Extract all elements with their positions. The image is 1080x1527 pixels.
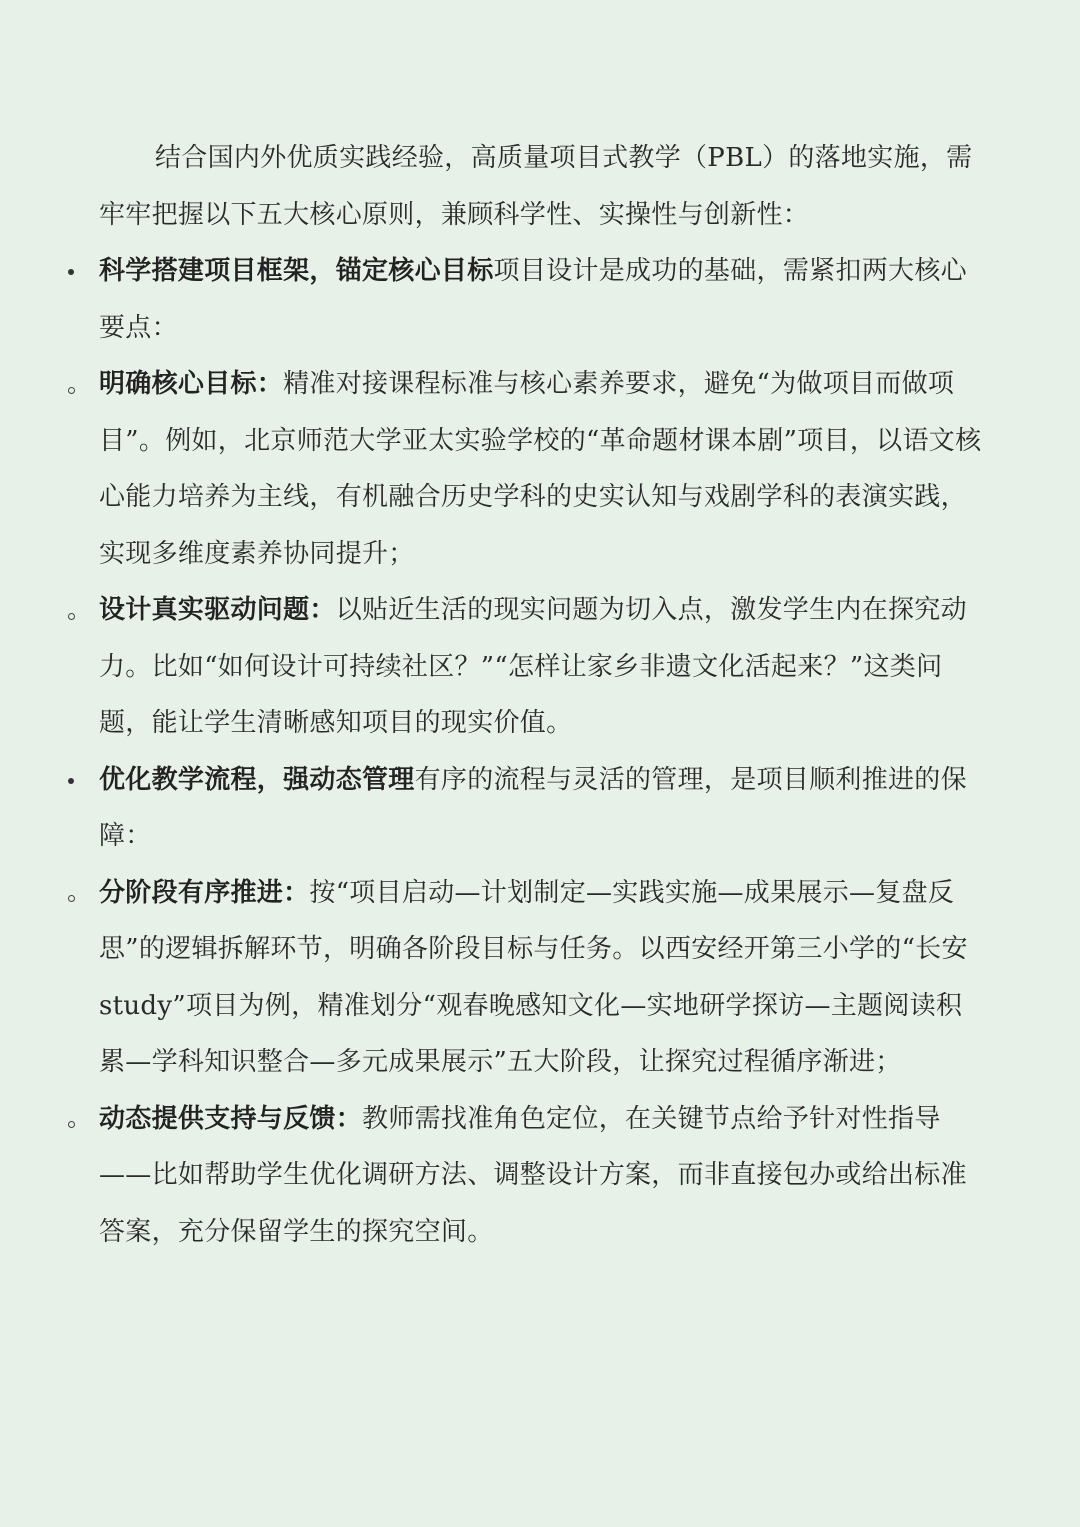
section-2-item-2-title: 动态提供支持与反馈： <box>99 1103 363 1134</box>
section-1-item-2-title: 设计真实驱动问题： <box>99 595 336 625</box>
bullet-circle-icon <box>64 1091 78 1148</box>
section-1-text: 项目设计是成功的基础，需紧扣两大核心要点： <box>99 256 967 343</box>
intro-paragraph: 结合国内外优质实践经验，高质量项目式教学（PBL）的落地实施，需牢牢把握以下五大核心原则，兼顾科学性、实操性与创新性： <box>99 143 973 230</box>
section-2 <box>0 752 1080 865</box>
section-2-item-1-title: 分阶段有序推进： <box>99 877 310 908</box>
bullet-circle-icon <box>64 356 78 413</box>
section-1-item-2 <box>0 582 1080 752</box>
bullet-circle-icon <box>64 582 78 639</box>
section-2-item-2 <box>0 1091 1080 1261</box>
section-1 <box>0 243 1080 356</box>
section-2-text: 有序的流程与灵活的管理，是项目顺利推进的保障： <box>99 764 967 851</box>
bullet-circle-icon <box>64 865 78 922</box>
section-2-title: 优化教学流程，强动态管理 <box>99 764 415 795</box>
section-2-item-2-text: 教师需找准角色定位，在关键节点给予针对性指导——比如帮助学生优化调研方法、调整设计方案，而非直接包办或给出标准答案，充分保留学生的探究空间。 <box>99 1103 967 1247</box>
section-1-item-1-title: 明确核心目标： <box>99 369 284 399</box>
section-2-item-1 <box>0 865 1080 1091</box>
section-1-title: 科学搭建项目框架，锚定核心目标 <box>99 256 494 286</box>
section-1-item-2-text: 以贴近生活的现实问题为切入点，激发学生内在探究动力。比如“如何设计可持续社区？”“怎样让家乡非遗文化活起来？”这类问题，能让学生清晰感知项目的现实价值。 <box>99 595 967 738</box>
bullet-dot-icon <box>64 752 78 809</box>
document-body <box>0 130 1080 1260</box>
section-1-item-1-text: 精准对接课程标准与核心素养要求，避免“为做项目而做项目”。例如，北京师范大学亚太实验学校的“革命题材课本剧”项目，以语文核心能力培养为主线，有机融合历史学科的史实认知与戏剧学科的表演实践，实现多维度素养协同提升； <box>99 369 982 569</box>
section-1-item-1 <box>0 356 1080 582</box>
bullet-dot-icon <box>64 243 78 300</box>
section-2-item-1-text: 按“项目启动—计划制定—实践实施—成果展示—复盘反思”的逻辑拆解环节，明确各阶段目标与任务。以西安经开第三小学的“长安 study”项目为例，精准划分“观春晚感知文化—实地研学探访—主题阅读积累—学科知识整合—多元成果展示”五大阶段，让探究过程循序渐进； <box>99 877 968 1077</box>
